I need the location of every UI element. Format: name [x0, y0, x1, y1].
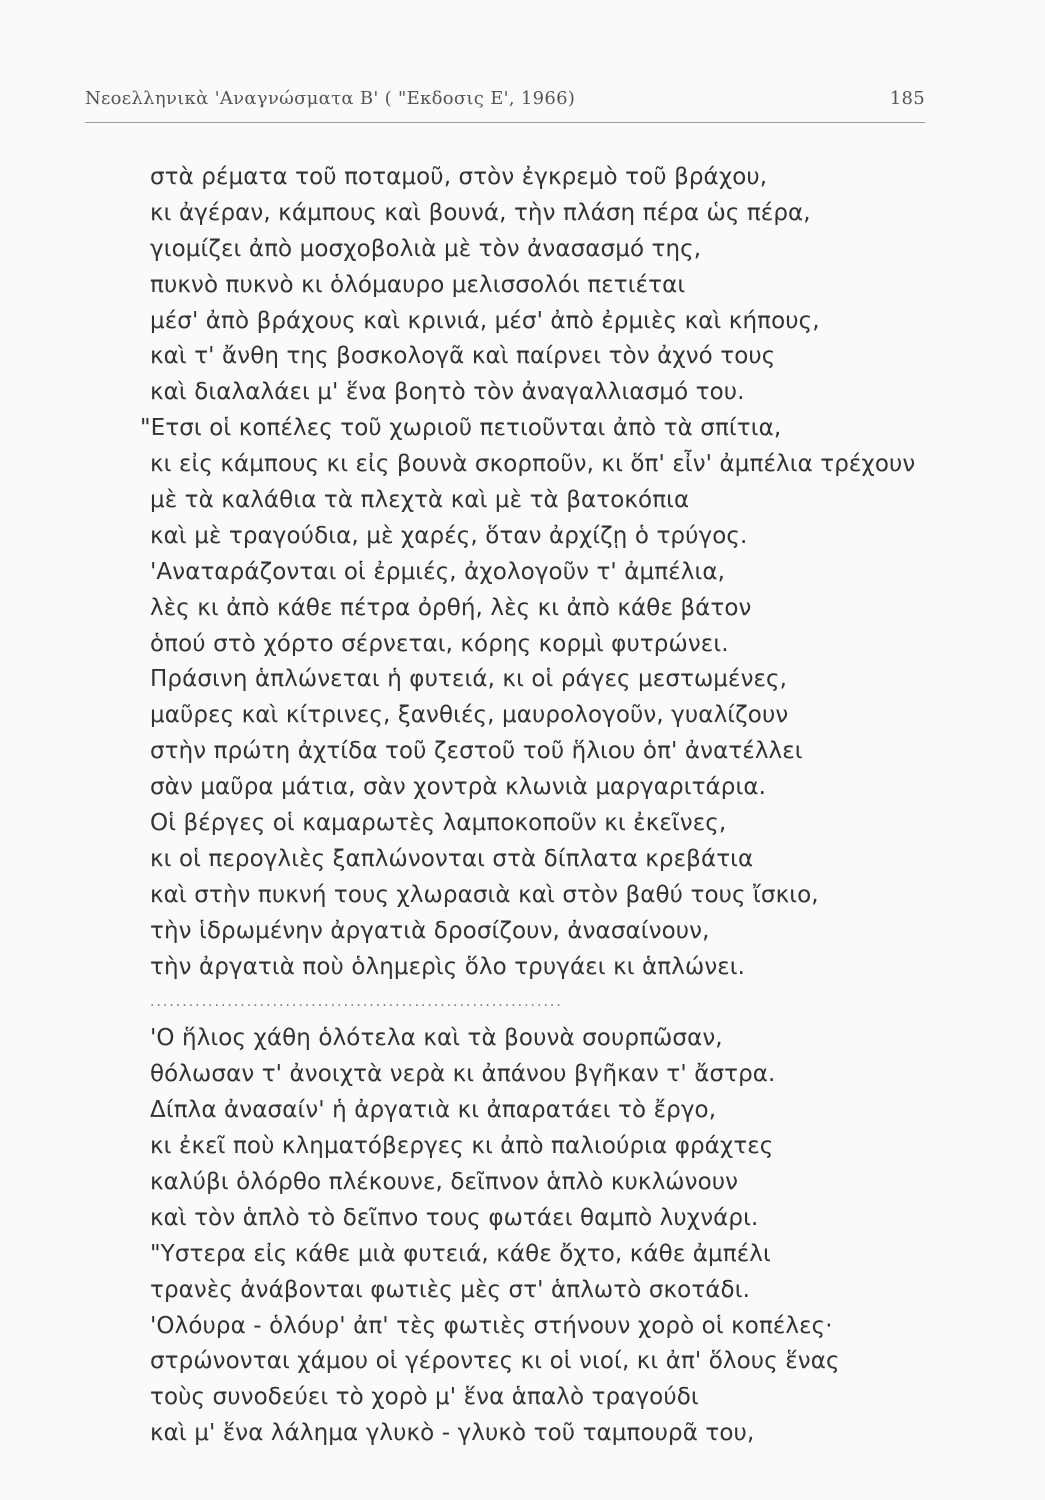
poem-line: καὶ διαλαλάει μ' ἕνα βοητὸ τὸν ἀναγαλλιασμό του. — [150, 379, 745, 406]
poem-line: μαῦρες καὶ κίτρινες, ξανθιές, μαυρολογοῦν, γυαλίζουν — [150, 702, 789, 729]
poem-line: πυκνὸ πυκνὸ κι ὁλόμαυρο μελισσολόι πετιέται — [150, 271, 686, 298]
poem-line: στρώνονται χάμου οἱ γέροντες κι οἱ νιοί, κι ἀπ' ὅλους ἕνας — [150, 1348, 840, 1375]
poem-line: 'Ο ἥλιος χάθη ὁλότελα καὶ τὰ βουνὰ σουρπῶσαν, — [150, 1025, 723, 1052]
poem-line: Οἱ βέργες οἱ καμαρωτὲς λαμποκοποῦν κι ἐκεῖνες, — [150, 810, 727, 837]
poem-line: ὁπού στὸ χόρτο σέρνεται, κόρης κορμὶ φυτρώνει. — [150, 630, 729, 657]
poem-line: καὶ στὴν πυκνή τους χλωρασιὰ καὶ στὸν βαθύ τους ἴσκιο, — [150, 881, 819, 908]
header-rule — [85, 122, 925, 123]
poem-line: καὶ τὸν ἁπλὸ τὸ δεῖπνο τους φωτάει θαμπὸ λυχνάρι. — [150, 1204, 759, 1231]
poem-line: κι εἰς κάμπους κι εἰς βουνὰ σκορποῦν, κι ὅπ' εἶν' ἀμπέλια τρέχουν — [150, 451, 916, 478]
ellipsis-divider: ................................................................ — [150, 994, 563, 1011]
poem-line: κι ἐκεῖ ποὺ κληματόβεργες κι ἀπὸ παλιούρια φράχτες — [150, 1133, 774, 1160]
poem-line: κι ἀγέραν, κάμπους καὶ βουνά, τὴν πλάση πέρα ὡς πέρα, — [150, 199, 811, 226]
poem-line: τὴν ἱδρωμένην ἀργατιὰ δροσίζουν, ἀνασαίνουν, — [150, 917, 710, 944]
book-title: Νεοελληνικὰ 'Αναγνώσματα Β' ( "Εκδοσις Ε', 1966) — [85, 88, 576, 109]
poem-text — [140, 160, 940, 1452]
poem-line: στὴν πρώτη ἀχτίδα τοῦ ζεστοῦ τοῦ ἥλιου ὁπ' ἀνατέλλει — [150, 738, 803, 765]
poem-line: λὲς κι ἀπὸ κάθε πέτρα ὀρθή, λὲς κι ἀπὸ κάθε βάτον — [150, 594, 752, 621]
poem-line: στὰ ρέματα τοῦ ποταμοῦ, στὸν ἐγκρεμὸ τοῦ βράχου, — [150, 164, 768, 190]
poem-line: "Ετσι οἱ κοπέλες τοῦ χωριοῦ πετιοῦνται ἀπὸ τὰ σπίτια, — [140, 415, 782, 442]
running-head — [85, 88, 925, 118]
poem-line: 'Αναταράζονται οἱ ἐρμιές, ἀχολογοῦν τ' ἀμπέλια, — [150, 558, 726, 585]
poem-line: Δίπλα ἀνασαίν' ἡ ἀργατιὰ κι ἀπαρατάει τὸ ἔργο, — [150, 1097, 717, 1124]
poem-line: καὶ μ' ἕνα λάλημα γλυκὸ - γλυκὸ τοῦ ταμπουρᾶ του, — [150, 1420, 755, 1447]
poem-line: θόλωσαν τ' ἀνοιχτὰ νερὰ κι ἀπάνου βγῆκαν τ' ἄστρα. — [150, 1061, 776, 1088]
poem-line: μέσ' ἀπὸ βράχους καὶ κρινιά, μέσ' ἀπὸ ἐρμιὲς καὶ κήπους, — [150, 307, 820, 334]
poem-line: σὰν μαῦρα μάτια, σὰν χοντρὰ κλωνιὰ μαργαριτάρια. — [150, 774, 767, 801]
poem-line: Πράσινη ἁπλώνεται ἡ φυτειά, κι οἱ ράγες μεστωμένες, — [150, 666, 788, 693]
poem-line: τὴν ἀργατιὰ ποὺ ὁλημερὶς ὅλο τρυγάει κι ἁπλώνει. — [150, 953, 746, 980]
poem-line: καὶ τ' ἄνθη της βοσκολογᾶ καὶ παίρνει τὸν ἀχνό τους — [150, 343, 776, 370]
poem-line: κι οἱ περογλιὲς ξαπλώνονται στὰ δίπλατα κρεβάτια — [150, 845, 754, 872]
poem-line: τρανὲς ἀνάβονται φωτιὲς μὲς στ' ἁπλωτὸ σκοτάδι. — [150, 1276, 750, 1303]
page-number: 185 — [889, 88, 925, 109]
poem-line: "Υστερα εἰς κάθε μιὰ φυτειά, κάθε ὄχτο, κάθε ἀμπέλι — [150, 1240, 771, 1267]
poem-line: μὲ τὰ καλάθια τὰ πλεχτὰ καὶ μὲ τὰ βατοκόπια — [150, 487, 690, 514]
poem-line: καὶ μὲ τραγούδια, μὲ χαρές, ὅταν ἀρχίζῃ ὁ τρύγος. — [150, 522, 748, 549]
poem-line: γιομίζει ἀπὸ μοσχοβολιὰ μὲ τὸν ἀνασασμό της, — [150, 235, 702, 262]
poem-line: 'Ολόυρα - ὁλόυρ' ἀπ' τὲς φωτιὲς στήνουν χορὸ οἱ κοπέλες· — [150, 1312, 833, 1339]
poem-line: καλύβι ὁλόρθο πλέκουνε, δεῖπνον ἁπλὸ κυκλώνουν — [150, 1168, 739, 1195]
poem-line: τοὺς συνοδεύει τὸ χορὸ μ' ἕνα ἁπαλὸ τραγούδι — [150, 1384, 699, 1411]
